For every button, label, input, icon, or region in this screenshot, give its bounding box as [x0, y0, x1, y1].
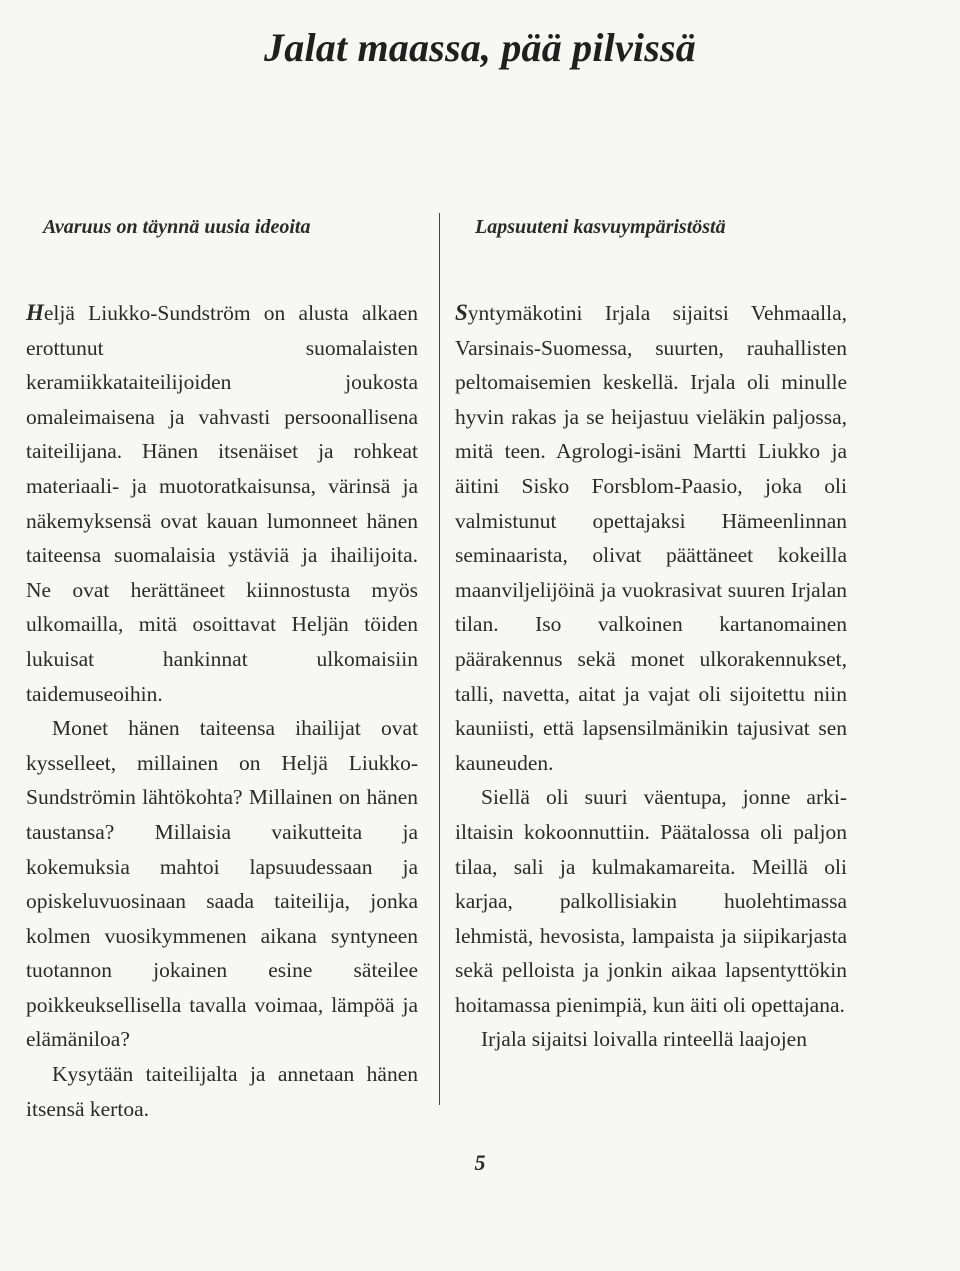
dropcap-s: S: [455, 300, 468, 325]
right-paragraph-1-text: yntymäkotini Irjala sijaitsi Vehmaalla, Varsinais-Suomessa, suurten, rauhallisten peltomaisemien keskellä. Irjala oli minulle hyvin rakas ja se heijastuu vieläkin paljossa, mitä teen. Agrologi-isäni Martti Liukko ja äitini Sisko Forsblom-Paasio, joka oli valmistunut opettajaksi Hämeenlinnan seminaarista, olivat päättäneet kokeilla maanviljelijöinä ja vuokrasivat suuren Irjalan tilan. Iso valkoinen kartanomainen päärakennus sekä monet ulkorakennukset, talli, navetta, aitat ja vajat oli sijoitettu niin kauniisti, että lapsensilmänikin tajusivat sen kauneuden.: [455, 301, 847, 775]
right-paragraph-2: Siellä oli suuri väentupa, jonne arki-iltaisin kokoonnuttiin. Päätalossa oli paljon tilaa, sali ja kulmakamareita. Meillä oli karjaa, palkollisiakin huolehtimassa lehmistä, hevosista, lampaista ja siipikarjasta sekä pelloista ja jonkin aikaa lapsentyttökin hoitamassa pienimpiä, kun äiti oli opettajana.: [455, 785, 847, 1017]
left-paragraph-1-text: eljä Liukko-Sundström on alusta alkaen erottunut suomalaisten keramiikkataiteilijoiden joukosta omaleimaisena ja vahvasti persoonallisena taiteilijana. Hänen itsenäiset ja rohkeat materiaali- ja muotoratkaisunsa, värinsä ja näkemyksensä ovat kauan lumonneet hänen taiteensa suomalaisia ystäviä ja ihailijoita. Ne ovat herättäneet kiinnostusta myös ulkomailla, mitä osoittavat Heljän töiden lukuisat hankinnat ulkomaisiin taidemuseoihin.: [26, 301, 418, 706]
left-column: [26, 210, 418, 1126]
right-paragraph-1: [455, 296, 847, 780]
page-number: 5: [474, 1150, 486, 1175]
left-column-heading: Avaruus on täynnä uusia ideoita: [43, 216, 311, 238]
right-paragraph-3: Irjala sijaitsi loivalla rinteellä laajojen: [481, 1027, 807, 1052]
left-paragraph-2: Monet hänen taiteensa ihailijat ovat kysselleet, millainen on Heljä Liukko-Sundströmin lähtökohta? Millainen on hänen taustansa? Millaisia vaikutteita ja kokemuksia mahtoi lapsuudessaan ja opiskeluvuosinaan saada taiteilija, jonka kolmen vuosikymmenen aikana syntyneen tuotannon jokainen esine säteilee poikkeuksellisella tavalla voimaa, lämpöä ja elämäniloa?: [26, 716, 418, 1052]
page-title: Jalat maassa, pää pilvissä: [264, 25, 696, 70]
left-paragraph-1: [26, 296, 418, 711]
right-column-heading: Lapsuuteni kasvuympäristöstä: [475, 216, 726, 238]
column-divider: [439, 213, 440, 1105]
left-paragraph-3: Kysytään taiteilijalta ja annetaan hänen itsensä kertoa.: [26, 1062, 418, 1121]
right-column: [455, 210, 847, 1057]
dropcap-h: H: [26, 300, 44, 325]
